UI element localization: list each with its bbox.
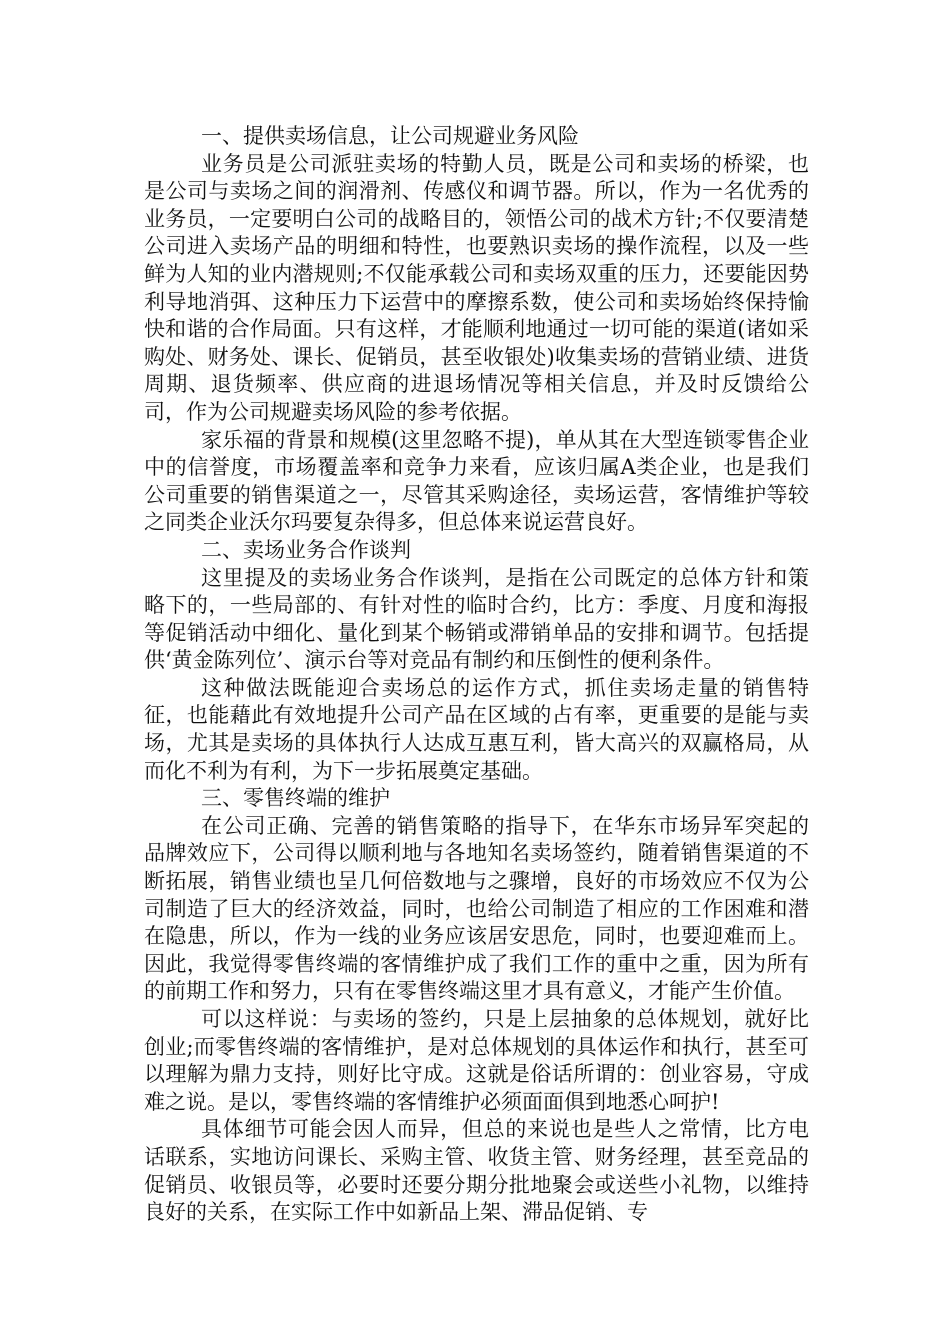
paragraph-2: 家乐福的背景和规模(这里忽略不提)，单从其在大型连锁零售企业中的信誉度，市场覆盖率和竞争力来看，应该归属A类企业，也是我们公司重要的销售渠道之一，尽管其采购途径，卖场运营，客情维护等较之同类企业沃尔玛要复杂得多，但总体来说运营良好。 (144, 427, 809, 535)
paragraph-3: 这里提及的卖场业务合作谈判，是指在公司既定的总体方针和策略下的，一些局部的、有针对性的临时合约，比方：季度、月度和海报等促销活动中细化、量化到某个畅销或滞销单品的安排和调节。包括提供‘黄金陈列位’、演示台等对竞品有制约和压倒性的便利条件。 (144, 565, 809, 673)
section-heading-2: 二、卖场业务合作谈判 (201, 537, 411, 562)
paragraph-4: 这种做法既能迎合卖场总的运作方式，抓住卖场走量的销售特征，也能藉此有效地提升公司产品在区域的占有率，更重要的是能与卖场，尤其是卖场的具体执行人达成互惠互利，皆大高兴的双赢格局，从而化不利为有利，为下一步拓展奠定基础。 (144, 675, 809, 783)
paragraph-5: 在公司正确、完善的销售策略的指导下，在华东市场异军突起的品牌效应下，公司得以顺利地与各地知名卖场签约，随着销售渠道的不断拓展，销售业绩也呈几何倍数地与之骤增，良好的市场效应不仅为公司制造了巨大的经济效益，同时，也给公司制造了相应的工作困难和潜在隐患，所以，作为一线的业务应该居安思危，同时，也要迎难而上。因此，我觉得零售终端的客情维护成了我们工作的重中之重，因为所有的前期工作和努力，只有在零售终端这里才具有意义，才能产生价值。 (144, 813, 809, 1004)
paragraph-7: 具体细节可能会因人而异，但总的来说也是些人之常情，比方电话联系，实地访问课长、采购主管、收货主管、财务经理，甚至竞品的促销员、收银员等，必要时还要分期分批地聚会或送些小礼物，以维持良好的关系，在实际工作中如新品上架、滞品促销、专 (144, 1117, 809, 1225)
section-heading-1: 一、提供卖场信息，让公司规避业务风险 (201, 124, 579, 148)
section-heading-3: 三、零售终端的维护 (201, 786, 390, 811)
document-body (144, 123, 809, 1227)
paragraph-6: 可以这样说：与卖场的签约，只是上层抽象的总体规划，就好比创业;而零售终端的客情维护，是对总体规划的具体运作和执行，甚至可以理解为鼎力支持，则好比守成。这就是俗话所谓的：创业容易，守成难之说。是以，零售终端的客情维护必须面面俱到地悉心呵护! (144, 1007, 809, 1114)
paragraph-1: 业务员是公司派驻卖场的特勤人员，既是公司和卖场的桥梁，也是公司与卖场之间的润滑剂、传感仪和调节器。所以，作为一名优秀的业务员，一定要明白公司的战略目的，领悟公司的战术方针;不仅要清楚公司进入卖场产品的明细和特性，也要熟识卖场的操作流程，以及一些鲜为人知的业内潜规则;不仅能承载公司和卖场双重的压力，还要能因势利导地消弭、这种压力下运营中的摩擦系数，使公司和卖场始终保持愉快和谐的合作局面。只有这样，才能顺利地通过一切可能的渠道(诸如采购处、财务处、课长、促销员，甚至收银处)收集卖场的营销业绩、进货周期、退货频率、供应商的进退场情况等相关信息，并及时反馈给公司，作为公司规避卖场风险的参考依据。 (144, 151, 809, 424)
